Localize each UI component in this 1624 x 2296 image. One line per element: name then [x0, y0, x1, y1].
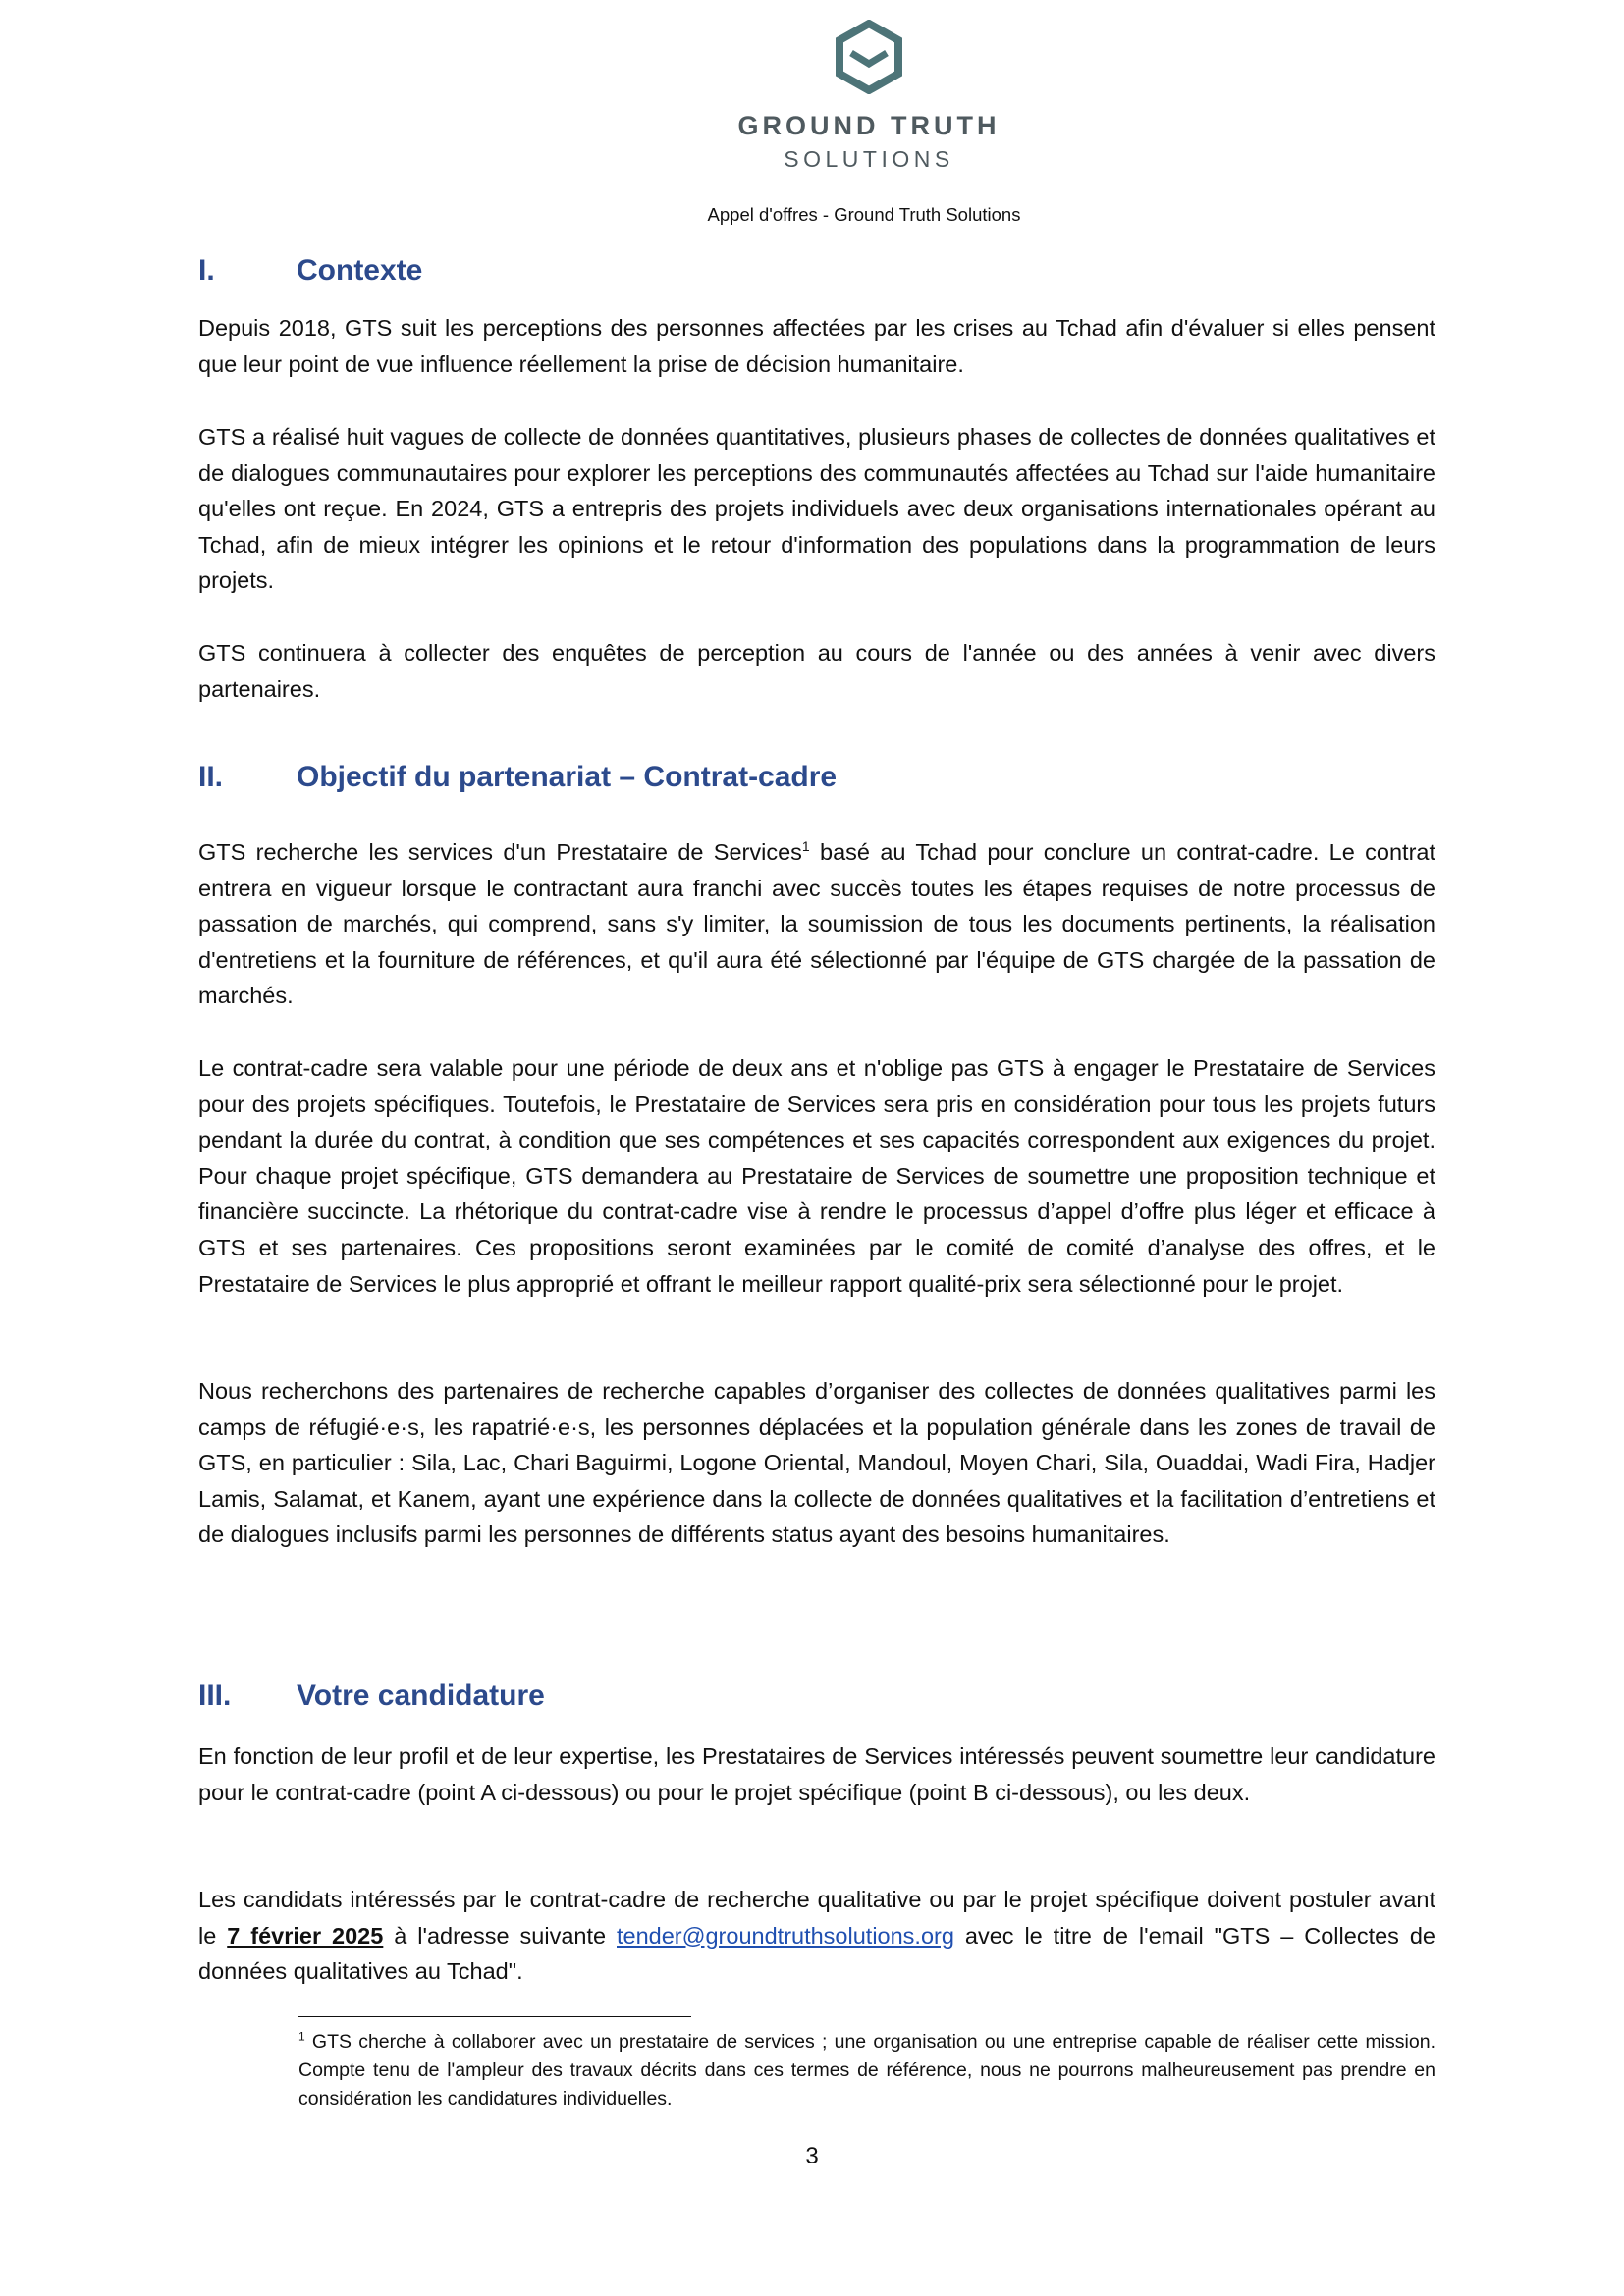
page-number: 3 — [805, 2143, 819, 2169]
company-logo — [722, 20, 1016, 173]
section-heading — [198, 758, 1435, 797]
paragraph-text — [198, 1882, 1435, 1990]
paragraph-text — [198, 834, 1435, 1014]
section-contexte — [198, 251, 1435, 291]
logo-subtitle: SOLUTIONS — [784, 146, 954, 172]
document-header: Appel d'offres - Ground Truth Solutions — [707, 204, 1021, 225]
section-candidature — [198, 1677, 1435, 1716]
text-span: basé au Tchad pour conclure un contrat-cadre. Le contrat entrera en vigueur lorsque le contractant aura franchi avec succès toutes les étapes requises de notre processus de passation de marchés, qui comprend, sans s'y limiter, la soumission de tous les documents pertinents, la réalisation d'entretiens et la fourniture de références, et qu'il aura été sélectionné par l'équipe de GTS chargée de la passation de marchés. — [198, 839, 1435, 1009]
footnote-marker[interactable]: 1 — [801, 838, 810, 855]
paragraph-text: GTS a réalisé huit vagues de collecte de données quantitatives, plusieurs phases de collectes de données qualitatives et de dialogues communautaires pour explorer les perceptions des communautés affectées au Tchad sur l'aide humanitaire qu'elles ont reçue. En 2024, GTS a entrepris des projets individuels avec deux organisations internationales opérant au Tchad, afin de mieux intégrer les opinions et le retour d'information des populations dans la programmation de leurs projets. — [198, 424, 1435, 594]
section-objectif — [198, 758, 1435, 797]
paragraph-text: Nous recherchons des partenaires de recherche capables d’organiser des collectes de données qualitatives parmi les camps de réfugié·e·s, les rapatrié·e·s, les personnes déplacées et la population générale dans les zones de travail de GTS, en particulier : Sila, Lac, Chari Baguirmi, Logone Oriental, Mandoul, Moyen Chari, Sila, Ouaddai, Wadi Fira, Hadjer Lamis, Salamat, et Kanem, ayant une expérience dans la collecte de données qualitatives et la facilitation d’entretiens et de dialogues inclusifs parmi les personnes de différents status ayant des besoins humanitaires. — [198, 1378, 1435, 1548]
footnote-divider — [298, 2016, 691, 2017]
section-number: I. — [198, 254, 215, 287]
paragraph — [198, 1050, 1435, 1302]
paragraph-text: Le contrat-cadre sera valable pour une période de deux ans et n'oblige pas GTS à engager le Prestataire de Services pour des projets spécifiques. Toutefois, le Prestataire de Services sera pris en considération pour tous les projets futurs pendant la durée du contrat, à condition que ses compétences et ses capacités correspondent aux exigences du projet. Pour chaque projet spécifique, GTS demandera au Prestataire de Services de soumettre une proposition technique et financière succincte. La rhétorique du contrat-cadre vise à rendre le processus d’appel d’offre plus léger et efficace à GTS et ses partenaires. Ces propositions seront examinées par le comité de comité d’analyse des offres, et le Prestataire de Services le plus approprié et offrant le meilleur rapport qualité-prix sera sélectionné pour le projet. — [198, 1055, 1435, 1297]
text-span: à l'adresse suivante — [383, 1922, 617, 1949]
paragraph-text: GTS continuera à collecter des enquêtes de perception au cours de l'année ou des années à venir avec divers partenaires. — [198, 640, 1435, 702]
section-number: III. — [198, 1680, 232, 1712]
paragraph-text: En fonction de leur profil et de leur expertise, les Prestataires de Services intéressés peuvent soumettre leur candidature pour le contrat-cadre (point A ci-dessous) ou pour le projet spécifique (point B ci-dessous), ou les deux. — [198, 1743, 1435, 1805]
footnote-number: 1 — [298, 2029, 305, 2044]
section-heading — [198, 1677, 1435, 1716]
paragraph — [198, 1882, 1435, 1990]
logo-name: GROUND TRUTH — [737, 111, 1001, 140]
deadline-date: 7 février 2025 — [227, 1922, 384, 1949]
paragraph-text: Depuis 2018, GTS suit les perceptions des personnes affectées par les crises au Tchad afin d'évaluer si elles pensent que leur point de vue influence réellement la prise de décision humanitaire. — [198, 315, 1435, 377]
gts-logo-icon — [834, 20, 904, 94]
paragraph — [198, 635, 1435, 707]
paragraph — [198, 1373, 1435, 1553]
email-link[interactable]: tender@groundtruthsolutions.org — [617, 1922, 954, 1949]
paragraph — [198, 419, 1435, 599]
text-span: avec le titre de l'email "GTS – Collectes de données qualitatives au Tchad". — [198, 1922, 1435, 1985]
paragraph — [198, 310, 1435, 382]
section-title: Contexte — [297, 254, 423, 287]
text-span: Les candidats intéressés par le contrat-cadre de recherche qualitative ou par le projet spécifique doivent postuler avant le — [198, 1887, 1435, 1949]
section-title: Objectif du partenariat – Contrat-cadre — [297, 761, 838, 793]
section-number: II. — [198, 761, 224, 793]
paragraph — [198, 834, 1435, 1014]
paragraph — [198, 1738, 1435, 1810]
footnote-text: GTS cherche à collaborer avec un prestataire de services ; une organisation ou une entreprise capable de réaliser cette mission. Compte tenu de l'ampleur des travaux décrits dans ces termes de référence, nous ne pourrons malheureusement pas prendre en considération les candidatures individuelles. — [298, 2031, 1435, 2109]
text-span: GTS recherche les services d'un Prestataire de Services — [198, 839, 802, 865]
section-title: Votre candidature — [297, 1680, 545, 1712]
footnote — [298, 2028, 1435, 2113]
section-heading — [198, 251, 1435, 291]
